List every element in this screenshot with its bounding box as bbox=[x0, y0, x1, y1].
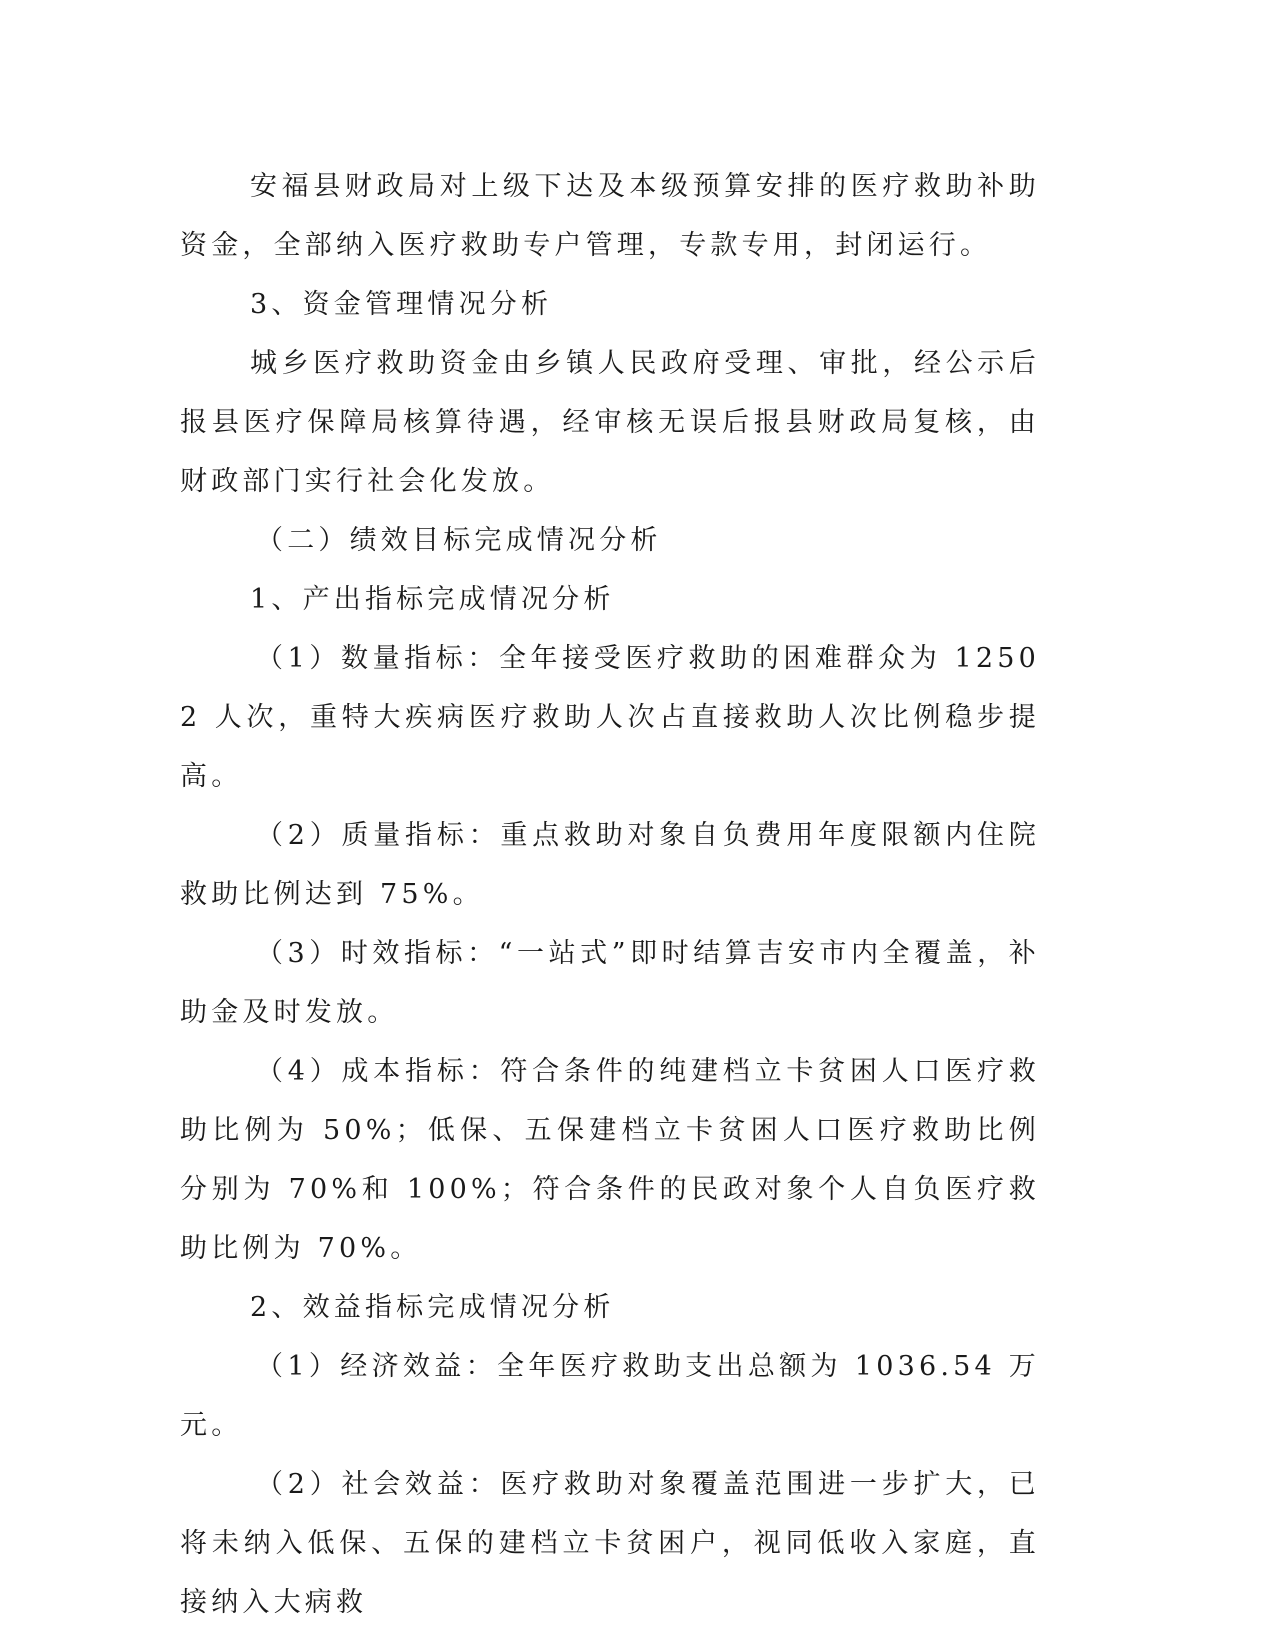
heading-benefit-indicators: 2、效益指标完成情况分析 bbox=[250, 1292, 615, 1323]
paragraph-economic-benefit: （1）经济效益：全年医疗救助支出总额为 1036.54 万元。 bbox=[180, 1351, 1040, 1441]
paragraph-timeliness-indicator: （3）时效指标：“一站式”即时结算吉安市内全覆盖，补助金及时发放。 bbox=[180, 938, 1040, 1028]
paragraph-quantity-indicator: （1）数量指标：全年接受医疗救助的困难群众为 12502 人次，重特大疾病医疗救助人次占直接救助人次比例稳步提高。 bbox=[180, 643, 1040, 792]
heading-output-indicators: 1、产出指标完成情况分析 bbox=[250, 584, 615, 615]
heading-fund-management: 3、资金管理情况分析 bbox=[250, 289, 553, 320]
heading-performance-goals: （二）绩效目标完成情况分析 bbox=[256, 525, 662, 556]
paragraph-cost-indicator: （4）成本指标：符合条件的纯建档立卡贫困人口医疗救助比例为 50%；低保、五保建档立卡贫困人口医疗救助比例分别为 70%和 100%；符合条件的民政对象个人自负医疗救助比例为 70%。 bbox=[180, 1056, 1040, 1264]
document-body bbox=[180, 157, 1040, 1632]
paragraph-fund-arrangement: 安福县财政局对上级下达及本级预算安排的医疗救助补助资金，全部纳入医疗救助专户管理，专款专用，封闭运行。 bbox=[180, 171, 1040, 261]
paragraph-fund-process: 城乡医疗救助资金由乡镇人民政府受理、审批，经公示后报县医疗保障局核算待遇，经审核无误后报县财政局复核，由财政部门实行社会化发放。 bbox=[180, 348, 1040, 497]
paragraph-quality-indicator: （2）质量指标：重点救助对象自负费用年度限额内住院救助比例达到 75%。 bbox=[180, 820, 1040, 910]
paragraph-social-benefit: （2）社会效益：医疗救助对象覆盖范围进一步扩大，已将未纳入低保、五保的建档立卡贫困户，视同低收入家庭，直接纳入大病救 bbox=[180, 1469, 1040, 1618]
